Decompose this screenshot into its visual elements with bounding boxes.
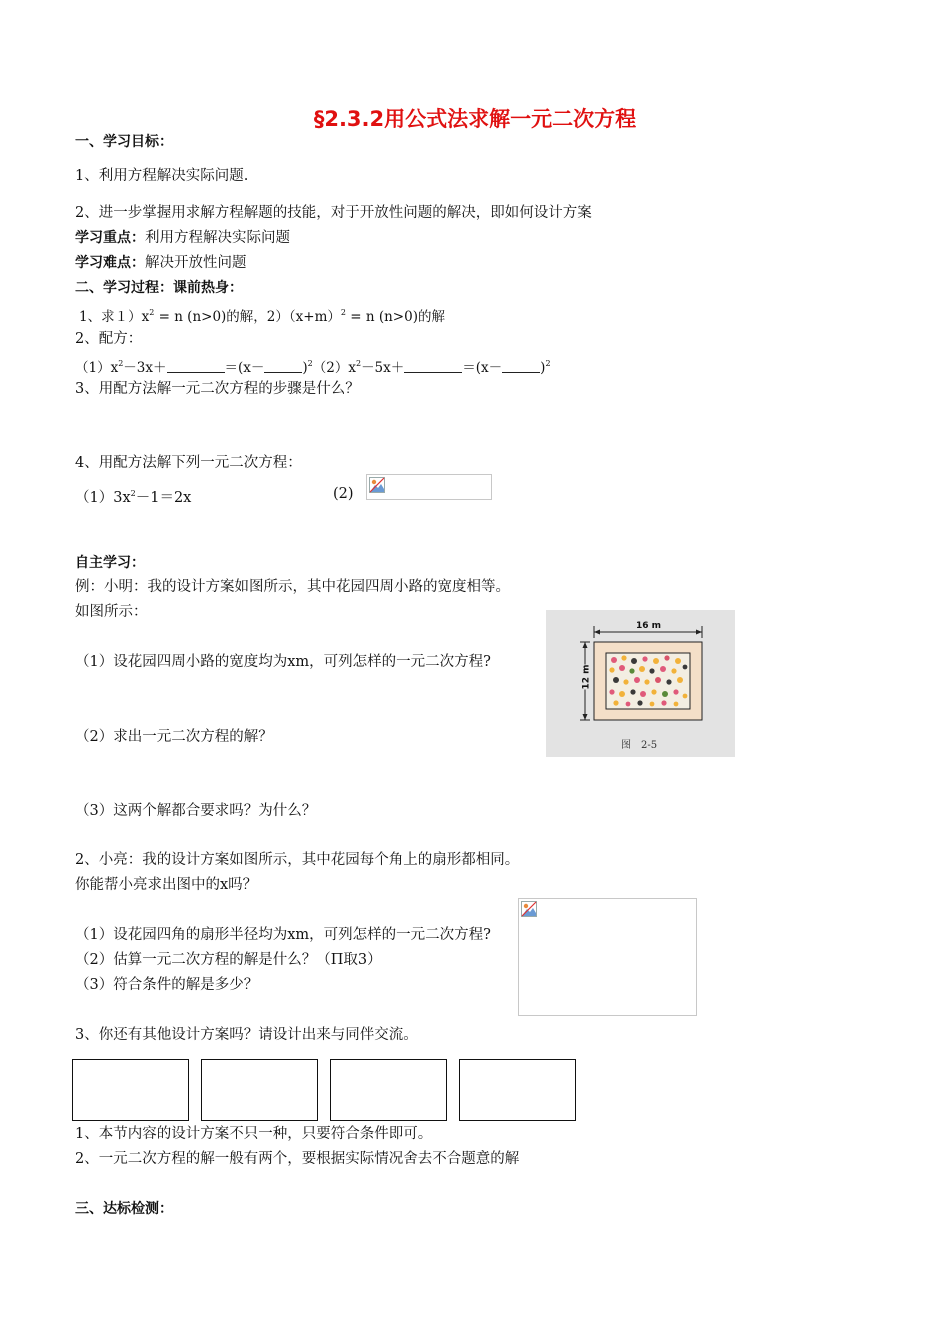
difficulty-line xyxy=(75,254,247,272)
equation-1-b: －1＝2x xyxy=(135,490,192,506)
goal-2: 2、进一步掌握用求解方程解题的技能，对于开放性问题的解决，即如何设计方案 xyxy=(75,205,592,221)
design-box-1[interactable] xyxy=(72,1059,189,1121)
section1-heading: 一、学习目标： xyxy=(75,134,173,150)
ex1-d: ) xyxy=(302,360,308,376)
equation-1 xyxy=(75,485,191,507)
fill-blank[interactable] xyxy=(167,360,225,373)
superscript: 2 xyxy=(545,359,551,368)
problem-2-q3: （3）符合条件的解是多少？ xyxy=(75,977,259,993)
ex1-b: －3x＋ xyxy=(123,360,167,376)
figure-height-label: 12 m xyxy=(581,664,592,690)
superscript: 2 xyxy=(130,489,136,498)
design-box-4[interactable] xyxy=(459,1059,576,1121)
section3-heading: 三、达标检测： xyxy=(75,1201,173,1217)
warmup-4: 4、用配方法解下列一元二次方程： xyxy=(75,455,302,471)
garden-diagram xyxy=(546,610,735,757)
difficulty-label: 学习难点： xyxy=(75,255,145,271)
figure-width-label: 16 m xyxy=(636,621,662,631)
ex1-a: （1）x xyxy=(75,360,119,376)
note-2: 2、一元二次方程的解一般有两个，要根据实际情况舍去不合题意的解 xyxy=(75,1151,520,1167)
as-shown: 如图所示： xyxy=(75,604,148,620)
question-1: （1）设花园四周小路的宽度均为xm，可列怎样的一元二次方程? xyxy=(75,654,491,670)
warmup-2: 2、配方： xyxy=(75,331,143,347)
superscript: 2 xyxy=(355,359,362,368)
example-line: 例：小明：我的设计方案如图所示，其中花园四周小路的宽度相等。 xyxy=(75,579,510,595)
design-box-2[interactable] xyxy=(201,1059,318,1121)
problem-3-line: 3、你还有其他设计方案吗？请设计出来与同伴交流。 xyxy=(75,1027,418,1043)
ex1-c: ＝(x－ xyxy=(224,360,265,376)
self-study-heading: 自主学习： xyxy=(75,555,145,571)
goal-1: 1、利用方程解决实际问题. xyxy=(75,168,249,184)
garden-figure xyxy=(546,610,735,757)
difficulty-text: 解决开放性问题 xyxy=(145,255,247,271)
fill-blank[interactable] xyxy=(404,360,462,373)
problem-2-line: 2、小亮：我的设计方案如图所示，其中花园每个角上的扇形都相同。 xyxy=(75,852,520,868)
figure-caption: 图 2-5 xyxy=(621,740,658,751)
warmup-1-part-b: = n (n>0)的解，2）（x+m） xyxy=(154,309,341,325)
ex2-a: （2）x xyxy=(312,360,356,376)
question-3: （3）这两个解都合要求吗？为什么？ xyxy=(75,803,317,819)
section2-heading: 二、学习过程：课前热身： xyxy=(75,280,243,296)
design-box-3[interactable] xyxy=(330,1059,447,1121)
fill-blank[interactable] xyxy=(502,360,540,373)
broken-image-equation xyxy=(366,474,492,500)
problem-2-ask: 你能帮小亮求出图中的x吗？ xyxy=(75,877,258,893)
focus-line xyxy=(75,229,290,247)
warmup-1-part-c: = n (n>0)的解 xyxy=(345,309,445,325)
superscript: 2 xyxy=(149,308,155,317)
focus-label: 学习重点： xyxy=(75,230,145,246)
broken-image-icon xyxy=(521,901,537,917)
ex2-c: ＝(x－ xyxy=(462,360,503,376)
note-1: 1、本节内容的设计方案不只一种，只要符合条件即可。 xyxy=(75,1126,433,1142)
completing-square-exercises xyxy=(75,355,551,377)
ex2-d: ) xyxy=(540,360,546,376)
equation-2-label: (2) xyxy=(333,486,354,502)
ex2-b: －5x＋ xyxy=(361,360,405,376)
focus-text: 利用方程解决实际问题 xyxy=(145,230,290,246)
problem-2-q2: （2）估算一元二次方程的解是什么？（Π取3） xyxy=(75,952,382,968)
broken-image-fan-garden xyxy=(518,898,697,1016)
question-2: （2）求出一元二次方程的解？ xyxy=(75,729,273,745)
warmup-1 xyxy=(79,304,445,326)
superscript: 2 xyxy=(307,359,313,368)
fill-blank[interactable] xyxy=(264,360,302,373)
problem-2-q1: （1）设花园四角的扇形半径均为xm，可列怎样的一元二次方程? xyxy=(75,927,491,943)
warmup-1-part-a: 1、求１）x xyxy=(79,309,150,325)
page-title: §2.3.2用公式法求解一元二次方程 xyxy=(313,107,637,131)
superscript: 2 xyxy=(118,359,124,368)
broken-image-icon xyxy=(369,477,385,493)
warmup-3: 3、用配方法解一元二次方程的步骤是什么？ xyxy=(75,381,360,397)
superscript: 2 xyxy=(340,308,346,317)
equation-1-a: （1）3x xyxy=(75,490,131,506)
